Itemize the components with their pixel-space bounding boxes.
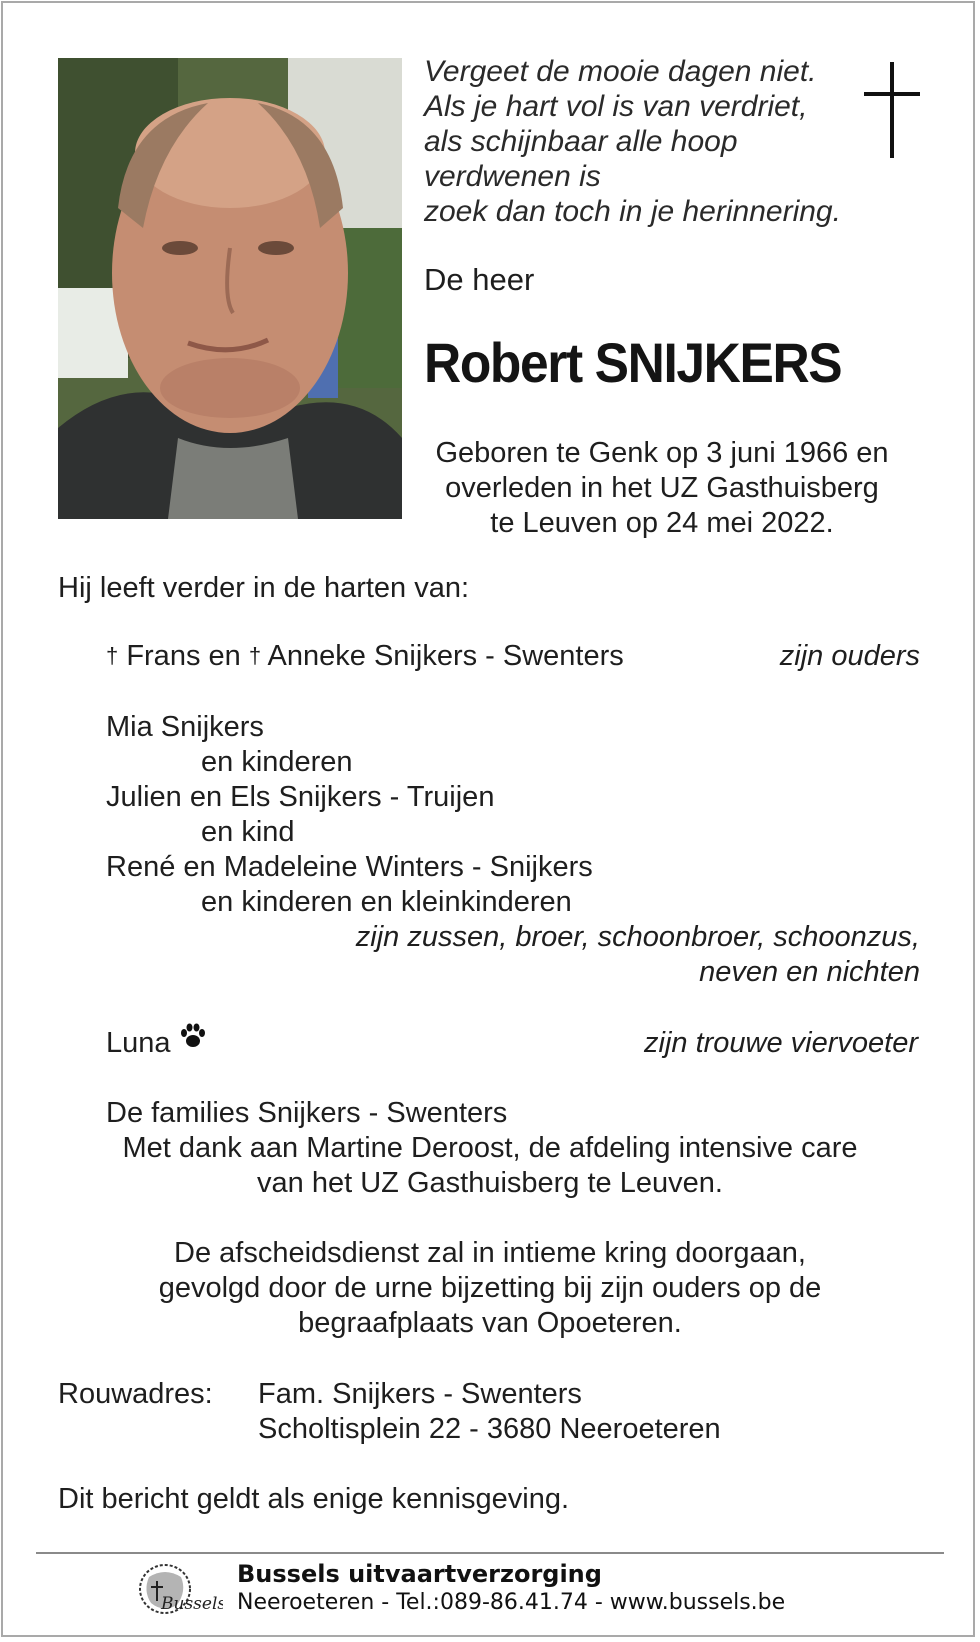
birth-line: Geboren te Genk op 3 juni 1966 en bbox=[435, 437, 889, 469]
poem-line: zoek dan toch in je herinnering. bbox=[424, 195, 841, 228]
service-line: gevolgd door de urne bijzetting bij zijn ouders op de bbox=[158, 1272, 822, 1304]
parent-mother: Anneke Snijkers - Swenters bbox=[267, 640, 624, 672]
parents-relation: zijn ouders bbox=[779, 640, 920, 672]
portrait-photo bbox=[58, 58, 402, 519]
parent-father: Frans en bbox=[126, 640, 241, 672]
thanks-line: Met dank aan Martine Deroost, de afdeling intensive care bbox=[122, 1132, 858, 1164]
sibling-line: Julien en Els Snijkers - Truijen bbox=[106, 781, 495, 813]
bussels-logo bbox=[131, 1563, 223, 1619]
footer-divider bbox=[36, 1552, 944, 1554]
address-label: Rouwadres: bbox=[58, 1378, 213, 1410]
parents-names bbox=[106, 639, 624, 675]
small-cross-icon: † bbox=[106, 643, 119, 668]
address-line: Scholtisplein 22 - 3680 Neeroeteren bbox=[258, 1413, 721, 1445]
sibling-line: Mia Snijkers bbox=[106, 711, 264, 743]
memorial-poem bbox=[424, 54, 841, 229]
logo-wordmark: Bussels bbox=[161, 1594, 223, 1614]
notice-statement: Dit bericht geldt als enige kennisgeving. bbox=[58, 1483, 570, 1515]
sibling-line: en kinderen en kleinkinderen bbox=[201, 886, 572, 918]
company-name: Bussels uitvaartverzorging bbox=[237, 1560, 602, 1588]
sibling-line: en kind bbox=[201, 816, 295, 848]
thanks-line: van het UZ Gasthuisberg te Leuven. bbox=[257, 1167, 723, 1199]
pet-name: Luna bbox=[106, 1027, 171, 1059]
poem-line: verdwenen is bbox=[424, 160, 601, 193]
birth-line: te Leuven op 24 mei 2022. bbox=[490, 507, 834, 539]
poem-line: als schijnbaar alle hoop bbox=[424, 125, 738, 158]
siblings-relation: zijn zussen, broer, schoonbroer, schoonzus, bbox=[355, 921, 920, 953]
small-cross-icon: † bbox=[248, 643, 262, 668]
service-line: De afscheidsdienst zal in intieme kring doorgaan, bbox=[174, 1237, 806, 1269]
deceased-name: Robert SNIJKERS bbox=[424, 331, 842, 394]
paw-print-icon bbox=[179, 1023, 207, 1058]
latin-cross-icon bbox=[864, 62, 920, 158]
pet-entry bbox=[106, 1026, 207, 1062]
honorific-title: De heer bbox=[424, 262, 535, 297]
company-contact: Neeroeteren - Tel.:089-86.41.74 - www.bussels.be bbox=[237, 1590, 786, 1615]
sibling-line: René en Madeleine Winters - Snijkers bbox=[106, 851, 593, 883]
poem-line: Vergeet de mooie dagen niet. bbox=[424, 55, 817, 88]
address-line: Fam. Snijkers - Swenters bbox=[258, 1378, 582, 1410]
siblings-relation: neven en nichten bbox=[699, 956, 920, 988]
family-intro: Hij leeft verder in de harten van: bbox=[58, 572, 470, 604]
pet-relation: zijn trouwe viervoeter bbox=[644, 1027, 918, 1059]
service-line: begraafplaats van Opoeteren. bbox=[298, 1307, 682, 1339]
birth-death-details bbox=[404, 436, 920, 541]
sibling-line: en kinderen bbox=[201, 746, 353, 778]
birth-line: overleden in het UZ Gasthuisberg bbox=[445, 472, 879, 504]
poem-line: Als je hart vol is van verdriet, bbox=[424, 90, 808, 123]
families-line: De families Snijkers - Swenters bbox=[106, 1097, 508, 1129]
